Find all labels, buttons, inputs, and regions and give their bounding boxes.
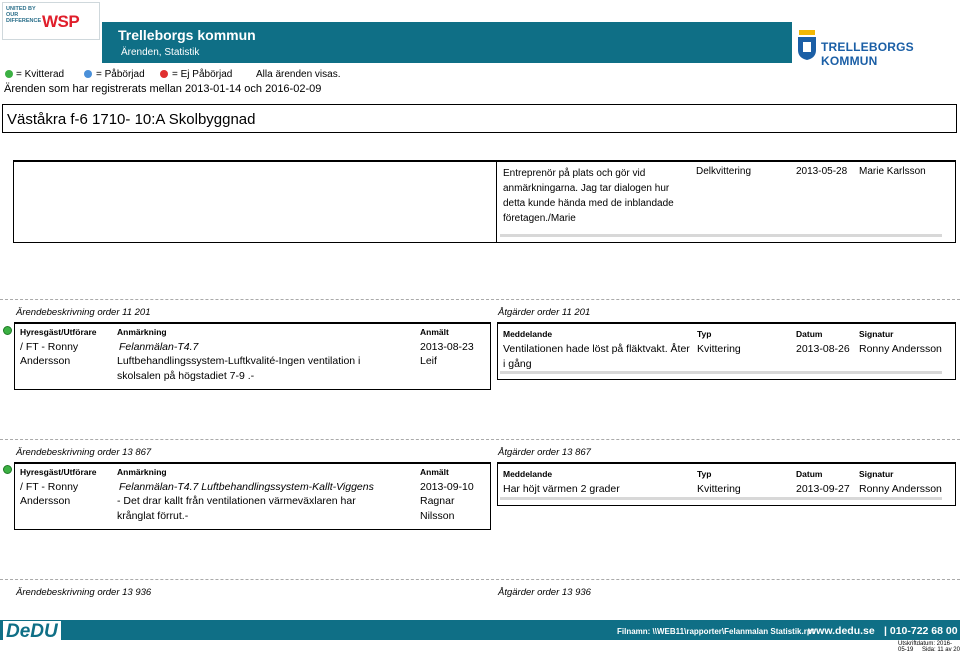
- legend-kvitterad: = Kvitterad: [16, 69, 65, 80]
- anmarkning-line: Felanmälan-T4.7: [119, 341, 199, 353]
- entry-divider: [496, 160, 497, 243]
- column-anmarkning: Anmärkning: [117, 327, 167, 337]
- app-subtitle: Ärenden, Statistik: [121, 47, 200, 58]
- action-date: 2013-09-27: [796, 483, 850, 495]
- entry-type: Delkvittering: [696, 166, 752, 177]
- column-datum: Datum: [796, 329, 823, 339]
- action-message: Ventilationen hade löst på fläktvakt. Åter i gång: [503, 343, 690, 370]
- action-row-separator: [500, 371, 942, 374]
- column-meddelande: Meddelande: [503, 469, 553, 479]
- anmarkning-line: krånglat förrut.-: [117, 510, 189, 522]
- footer-page-number: Sida: 11 av 20: [922, 647, 960, 653]
- order-actions-title: Åtgärder order 13 936: [498, 587, 591, 598]
- hyresgast-surname: Andersson: [20, 355, 71, 367]
- entry-signature: Marie Karlsson: [859, 166, 926, 177]
- column-meddelande: Meddelande: [503, 329, 553, 339]
- action-type: Kvittering: [697, 343, 741, 355]
- action-date: 2013-08-26: [796, 343, 850, 355]
- anmalt-by: Leif: [420, 355, 437, 367]
- action-type: Kvittering: [697, 483, 741, 495]
- anmalt-by-surname: Nilsson: [420, 510, 455, 522]
- anmarkning-line: skolsalen på högstadiet 7-9 .-: [117, 370, 255, 382]
- column-anmalt: Anmält: [420, 327, 449, 337]
- footer-phone: | 010-722 68 00: [884, 625, 958, 637]
- action-signature: Ronny Andersson: [859, 343, 942, 355]
- column-typ: Typ: [697, 469, 712, 479]
- wsp-tagline: UNITED BY OUR DIFFERENCE: [6, 6, 42, 24]
- order-description-title: Ärendebeskrivning order 13 867: [16, 447, 152, 458]
- legend-paborjad: = Påbörjad: [96, 69, 145, 80]
- column-signatur: Signatur: [859, 469, 894, 479]
- column-hyresgast: Hyresgäst/Utförare: [20, 327, 97, 337]
- hyresgast-surname: Andersson: [20, 495, 71, 507]
- anmalt-date: 2013-08-23: [420, 341, 474, 353]
- section-divider: [0, 579, 960, 580]
- header-title-bar-end: [778, 22, 792, 63]
- wsp-brand: WSP: [42, 12, 80, 31]
- action-signature: Ronny Andersson: [859, 483, 942, 495]
- ej-paborjad-status-icon: [160, 70, 168, 78]
- entry-date: 2013-05-28: [796, 166, 848, 177]
- footer-print-date: Utskriftdatum: 2016-05-19: [898, 641, 953, 653]
- action-row-separator: [500, 497, 942, 500]
- kvitterad-status-icon: [5, 70, 13, 78]
- date-range-text: Ärenden som har registrerats mellan 2013-01-14 och 2016-02-09: [4, 83, 322, 95]
- anmalt-date: 2013-09-10: [420, 481, 474, 493]
- footer-website-link[interactable]: www.dedu.se: [808, 625, 875, 637]
- anmarkning-line-text: Felanmälan-T4.7 Luftbehandlingssystem-Kallt-Viggens: [119, 481, 374, 493]
- column-signatur: Signatur: [859, 329, 894, 339]
- anmalt-by: Ragnar: [420, 495, 455, 507]
- anmarkning-line: [117, 480, 374, 495]
- kvitterad-status-icon: [3, 465, 12, 474]
- anmarkning-line: Luftbehandlingssystem-Luftkvalité-Ingen ventilation i: [117, 355, 361, 367]
- app-title: Trelleborgs kommun: [118, 27, 256, 43]
- dedu-logo: DeDU: [3, 621, 61, 643]
- hyresgast-name: / FT - Ronny: [20, 481, 79, 493]
- entry-message: Entreprenör på plats och gör vid anmärkningarna. Jag tar dialogen hur detta kunde hända med de inblandade företagen./Marie: [503, 168, 674, 224]
- object-title: Väståkra f-6 1710- 10:A Skolbyggnad: [7, 111, 256, 128]
- municipality-name: TRELLEBORGS KOMMUN: [821, 40, 914, 68]
- legend-ej-paborjad: = Ej Påbörjad: [172, 69, 233, 80]
- hyresgast-name: / FT - Ronny: [20, 341, 79, 353]
- entry-row-separator: [500, 234, 942, 237]
- order-description-title: Ärendebeskrivning order 13 936: [16, 587, 152, 598]
- section-divider: [0, 299, 960, 300]
- paborjad-status-icon: [84, 70, 92, 78]
- column-datum: Datum: [796, 469, 823, 479]
- action-message: Har höjt värmen 2 grader: [503, 483, 620, 495]
- order-actions-title: Åtgärder order 11 201: [498, 307, 591, 318]
- column-hyresgast: Hyresgäst/Utförare: [20, 467, 97, 477]
- legend-all-visible: Alla ärenden visas.: [256, 69, 341, 80]
- column-anmarkning: Anmärkning: [117, 467, 167, 477]
- column-typ: Typ: [697, 329, 712, 339]
- column-anmalt: Anmält: [420, 467, 449, 477]
- footer-filename: Filnamn: \\WEB11\rapporter\Felanmalan Statistik.rpt: [617, 627, 815, 636]
- crest-icon: [797, 30, 817, 60]
- order-description-title: Ärendebeskrivning order 11 201: [16, 307, 151, 318]
- anmarkning-line: - Det drar kallt från ventilationen värmeväxlaren har: [117, 495, 356, 507]
- order-actions-title: Åtgärder order 13 867: [498, 447, 591, 458]
- kvitterad-status-icon: [3, 326, 12, 335]
- section-divider: [0, 439, 960, 440]
